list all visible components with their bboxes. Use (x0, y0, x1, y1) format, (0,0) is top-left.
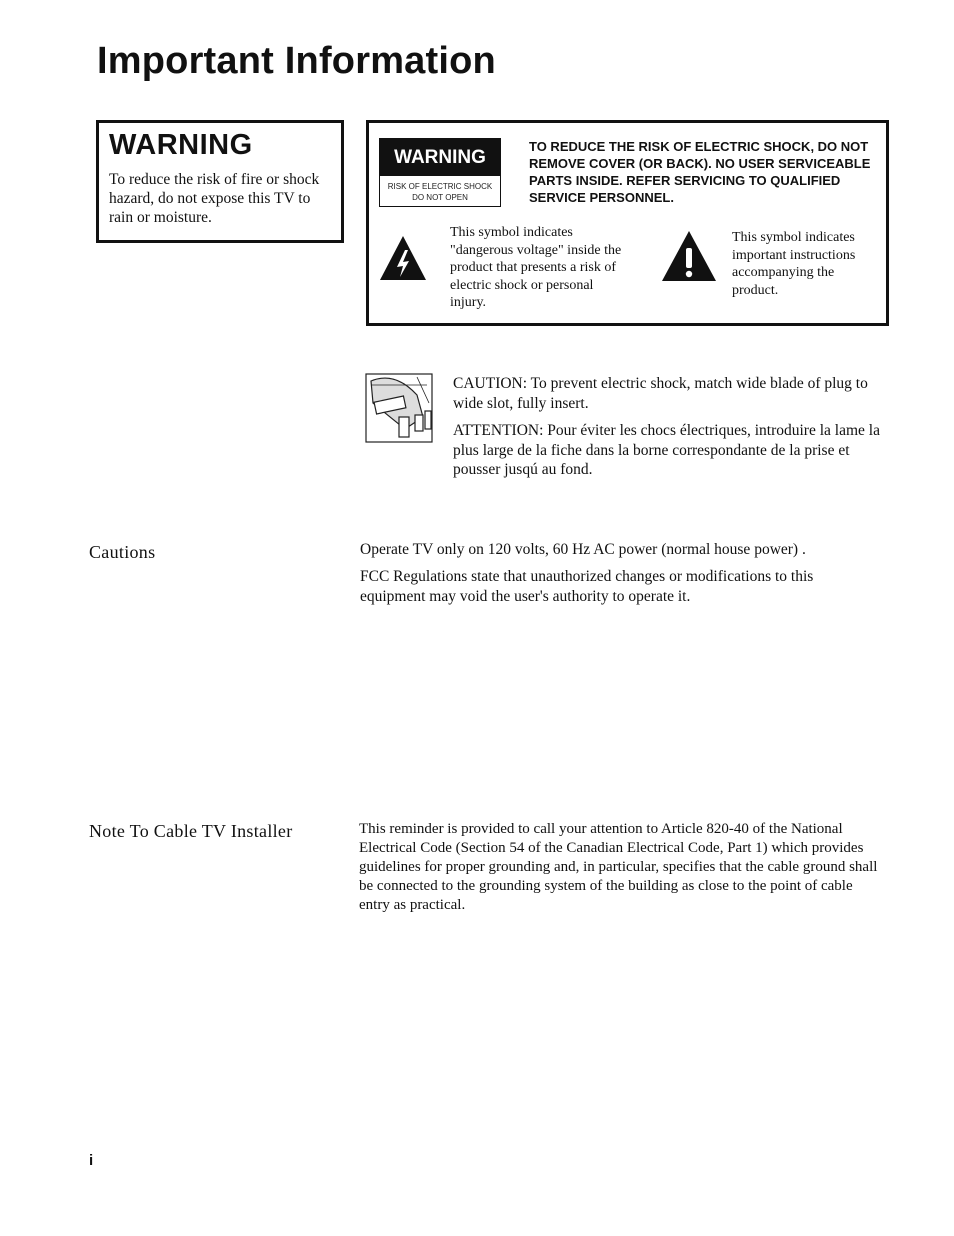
warning-body: To reduce the risk of fire or shock hazard, do not expose this TV to rain or moisture. (109, 171, 320, 226)
cautions-heading: Cautions (89, 542, 156, 562)
caution-text: CAUTION: To prevent electric shock, match wide blade of plug to wide slot, fully insert. (453, 375, 868, 412)
polarized-plug-icon (365, 373, 433, 443)
voltage-symbol-text: This symbol indicates "dangerous voltage" inside the product that presents a risk of electric shock or personal injury. (450, 225, 622, 310)
warning-label-small (380, 181, 500, 203)
warning-label-heading: WARNING (380, 139, 500, 176)
page-number: i (89, 1152, 94, 1169)
warning-shock-text: TO REDUCE THE RISK OF ELECTRIC SHOCK, DO NOT REMOVE COVER (OR BACK). NO USER SERVICEABLE PARTS INSIDE. REFER SERVICING TO QUALIFIED SERVICE PERSONNEL. (529, 139, 871, 205)
warning-label-line1: RISK OF ELECTRIC SHOCK (387, 182, 493, 191)
warning-box-shock (366, 120, 889, 326)
exclamation-triangle-icon (660, 229, 718, 283)
warning-box-fire (96, 120, 344, 243)
instructions-symbol-text: This symbol indicates important instructions accompanying the product. (732, 230, 856, 298)
attention-text: ATTENTION: Pour éviter les chocs électriques, introduire la lame la plus large de la fiche dans la borne correspondante de la prise et pousser jusqú au fond. (453, 422, 880, 478)
lightning-triangle-icon (378, 234, 428, 282)
warning-label (379, 138, 501, 207)
cautions-para-fcc: FCC Regulations state that unauthorized changes or modifications to this equipment may void the user's authority to operate it. (360, 568, 814, 605)
cable-note-body: This reminder is provided to call your attention to Article 820-40 of the National Electrical Code (Section 54 of the Canadian Electrical Code, Part 1) which provides guidelines for proper grounding and, in particular, specifies that the cable ground shall be connected to the grounding system of the building as close to the point of cable entry as practical. (359, 821, 878, 913)
warning-label-line2: DO NOT OPEN (412, 193, 468, 202)
cautions-para-power: Operate TV only on 120 volts, 60 Hz AC power (normal house power) . (360, 541, 806, 558)
warning-heading: WARNING (109, 129, 253, 161)
cable-note-heading: Note To Cable TV Installer (89, 821, 293, 841)
page-title: Important Information (97, 40, 496, 82)
